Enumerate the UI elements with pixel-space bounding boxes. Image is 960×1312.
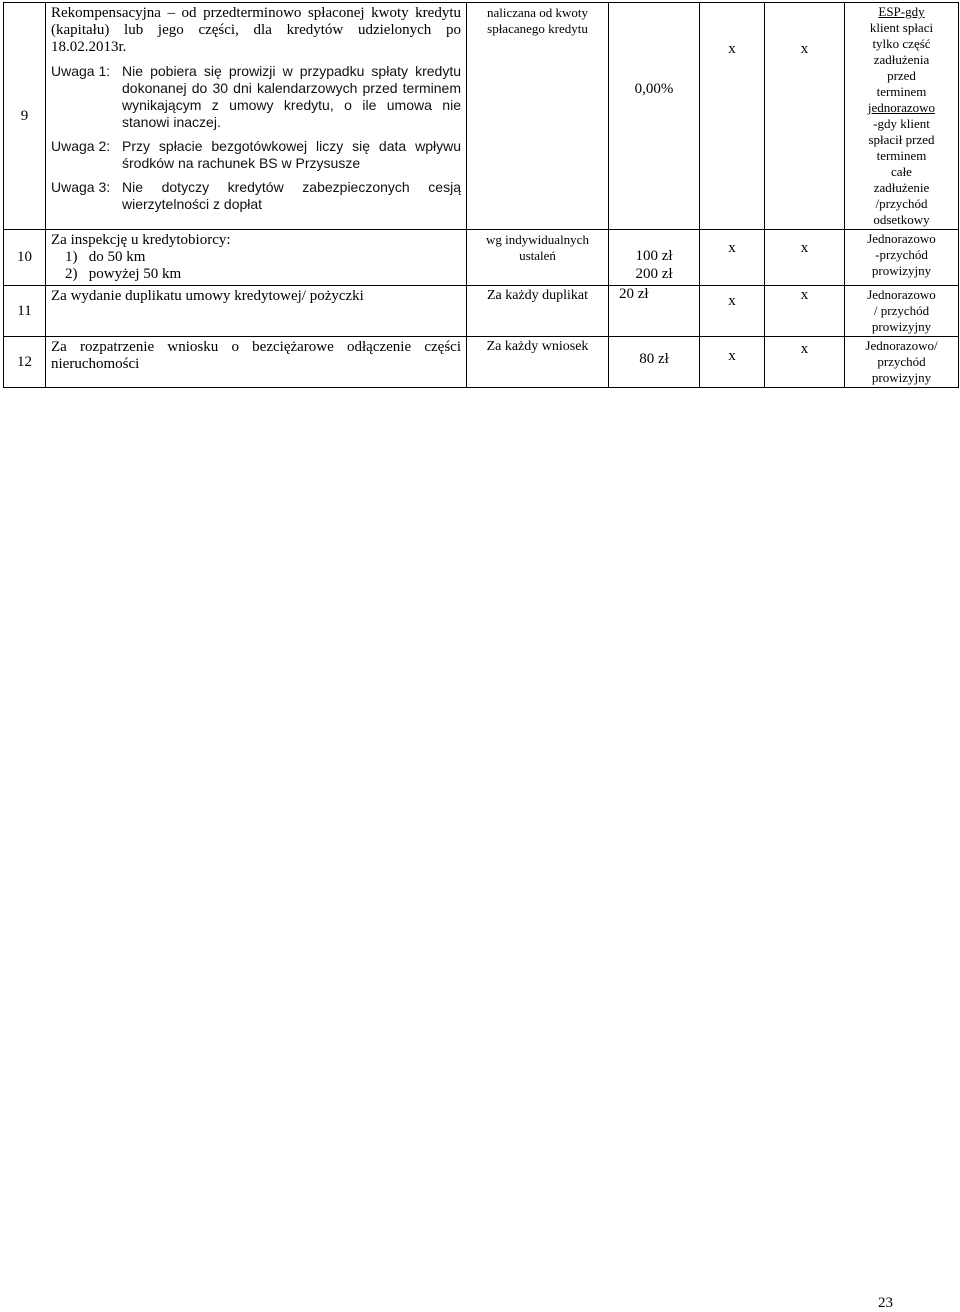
note-label: Uwaga 3: (51, 179, 111, 195)
x-mark: x (728, 41, 736, 57)
note-line: -przychód (875, 247, 928, 262)
fee-note (845, 3, 959, 230)
fee-note (845, 337, 959, 388)
note-line: terminem (876, 148, 927, 163)
fee-description (46, 337, 467, 388)
fee-rate-value: 100 zł (635, 248, 673, 264)
x-mark: x (728, 348, 736, 364)
col-x-1 (700, 286, 765, 337)
col-x-2 (765, 230, 845, 286)
fee-title: Za inspekcję u kredytobiorcy: (51, 232, 231, 248)
table-row (4, 337, 959, 388)
note-line: terminem (876, 84, 927, 99)
x-mark: x (800, 341, 809, 357)
note-3 (51, 179, 461, 213)
fee-basis: Za każdy duplikat (467, 286, 609, 337)
list-item: 1) do 50 km (65, 249, 146, 265)
note-line: / przychód (873, 303, 930, 318)
note-line: prowizyjny (871, 319, 932, 334)
fee-rate (609, 3, 700, 230)
fee-description (46, 230, 467, 286)
note-label: Uwaga 2: (51, 138, 111, 154)
note-line: Jednorazowo (867, 287, 936, 302)
fee-rate (609, 230, 700, 286)
fee-rate (609, 337, 700, 388)
note-line: jednorazowo (867, 100, 936, 115)
note-line: Jednorazowo/ (865, 338, 938, 353)
fee-note (845, 286, 959, 337)
table-row (4, 3, 959, 230)
note-line: całe (891, 164, 912, 179)
note-text: Nie dotyczy kredytów zabezpieczonych cesją wierzytelności z dopłat (122, 179, 461, 212)
distance-list (51, 249, 461, 283)
note-line: tylko część (872, 36, 931, 51)
col-x-1 (700, 337, 765, 388)
row-number: 9 (4, 3, 46, 230)
note-text: Nie pobiera się prowizji w przypadku spłaty kredytu dokonanej do 30 dni kalendarzowych przed terminem wynikającym z umowy kredytu, o ile umowa nie stanowi inaczej. (122, 63, 461, 130)
row-number: 10 (4, 230, 46, 286)
fee-title: Rekompensacyjna – od przedterminowo spłaconej kwoty kredytu (kapitału) lub jego części, dla kredytów udzielonych po 18.02.2013r. (51, 5, 461, 55)
fee-rate-value: 0,00% (634, 81, 674, 97)
x-mark: x (800, 240, 809, 256)
x-mark: x (800, 41, 809, 57)
row-number: 11 (4, 286, 46, 337)
note-1 (51, 63, 461, 131)
fee-note (845, 230, 959, 286)
note-text: Przy spłacie bezgotówkowej liczy się data wpływu środków na rachunek BS w Przysusze (122, 138, 461, 171)
note-line: odsetkowy (873, 212, 930, 227)
col-x-2 (765, 337, 845, 388)
note-line: zadłużenie (873, 180, 930, 195)
note-2 (51, 138, 461, 172)
note-line: spłacił przed (868, 132, 935, 147)
col-x-2 (765, 286, 845, 337)
fee-rate-value: 200 zł (635, 266, 673, 282)
fee-title: Za wydanie duplikatu umowy kredytowej/ pożyczki (51, 288, 364, 304)
note-line: /przychód (875, 196, 928, 211)
note-line: prowizyjny (871, 263, 932, 278)
note-line: przychód (877, 354, 926, 369)
note-line: zadłużenia (873, 52, 930, 67)
page-number: 23 (878, 1295, 893, 1311)
table-row (4, 286, 959, 337)
note-label: Uwaga 1: (51, 63, 111, 79)
fee-basis: wg indywidualnych ustaleń (467, 230, 609, 286)
row-number: 12 (4, 337, 46, 388)
x-mark: x (728, 293, 736, 309)
note-line: ESP-gdy (878, 4, 925, 19)
note-line: Jednorazowo (867, 231, 936, 246)
table-row (4, 230, 959, 286)
fee-description (46, 3, 467, 230)
fee-notes (51, 63, 461, 213)
x-mark: x (728, 240, 736, 256)
fee-description (46, 286, 467, 337)
col-x-2 (765, 3, 845, 230)
fee-basis: Za każdy wniosek (467, 337, 609, 388)
fee-rate-value: 80 zł (639, 351, 669, 367)
fee-rate: 20 zł (609, 286, 700, 337)
fee-table (3, 2, 959, 388)
fee-basis: naliczana od kwoty spłacanego kredytu (467, 3, 609, 230)
col-x-1 (700, 3, 765, 230)
list-item: 2) powyżej 50 km (65, 266, 182, 282)
note-line: prowizyjny (871, 370, 932, 385)
note-line: klient spłaci (869, 20, 934, 35)
x-mark: x (800, 287, 809, 303)
note-line: przed (887, 68, 916, 83)
col-x-1 (700, 230, 765, 286)
note-line: -gdy klient (873, 116, 930, 131)
fee-title: Za rozpatrzenie wniosku o bezciężarowe odłączenie części nieruchomości (51, 339, 461, 372)
